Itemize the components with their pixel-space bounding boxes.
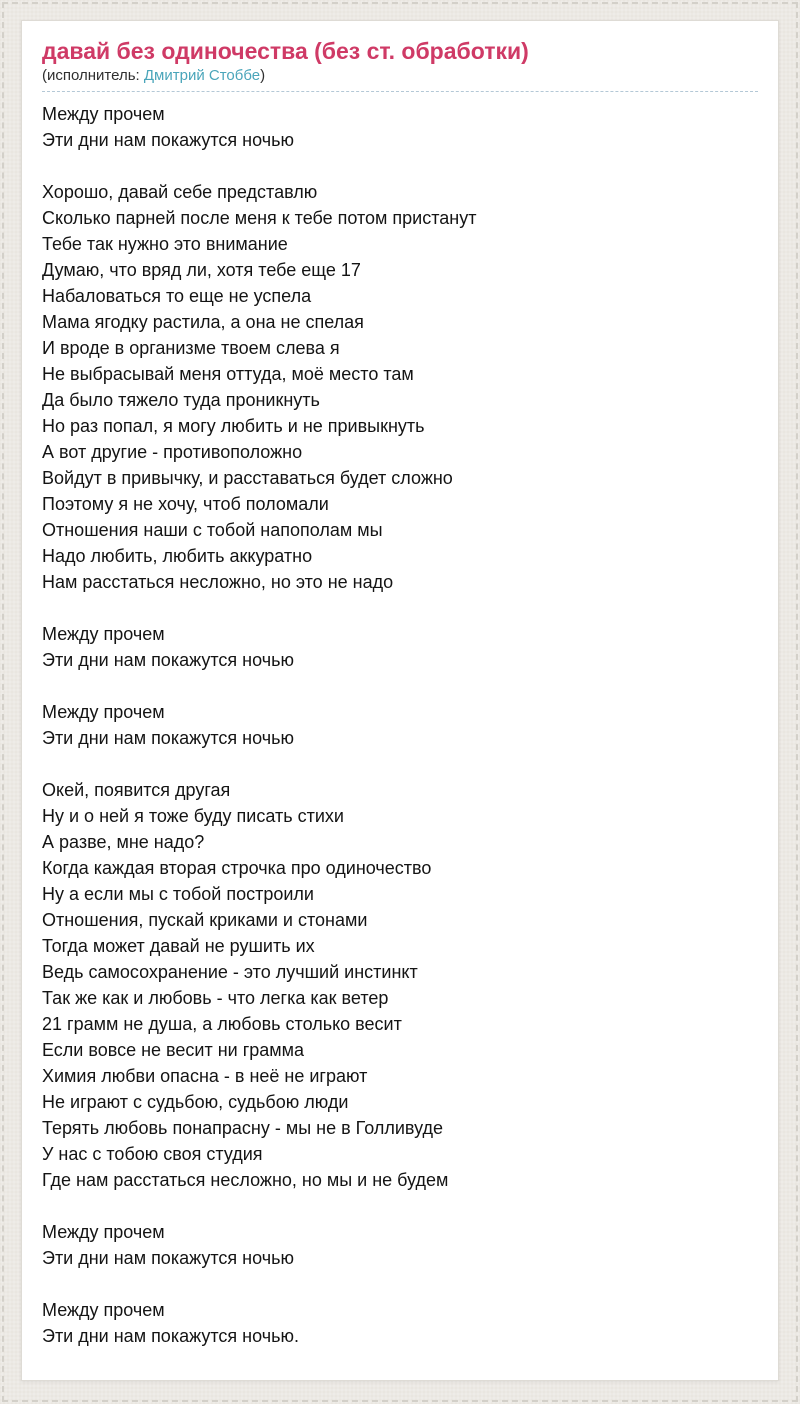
song-title: давай без одиночества (без ст. обработки) [42, 38, 529, 64]
lyric-line: 21 грамм не душа, а любовь столько весит [42, 1014, 402, 1034]
lyric-blank-line [42, 595, 758, 621]
lyric-line: Ведь самосохранение - это лучший инстинкт [42, 962, 418, 982]
lyric-line: Так же как и любовь - что легка как ветер [42, 988, 389, 1008]
lyric-blank-line [42, 1271, 758, 1297]
lyric-line: Между прочем [42, 1222, 165, 1242]
lyric-line: Да было тяжело туда проникнуть [42, 390, 320, 410]
lyric-line: А вот другие - противоположно [42, 442, 303, 462]
lyric-line: Ну а если мы с тобой построили [42, 884, 314, 904]
lyric-line: Набаловаться то еще не успела [42, 286, 312, 306]
lyric-line: Не играют с судьбою, судьбою люди [42, 1092, 349, 1112]
lyric-blank-line [42, 673, 758, 699]
artist-line [42, 67, 758, 84]
lyric-line: Нам расстаться несложно, но это не надо [42, 572, 394, 592]
lyric-line: И вроде в организме твоем слева я [42, 338, 340, 358]
lyric-line: Между прочем [42, 702, 165, 722]
lyric-line: Между прочем [42, 104, 165, 124]
lyrics-card [21, 20, 779, 1381]
lyric-line: Терять любовь понапрасну - мы не в Голливуде [42, 1118, 443, 1138]
lyric-line: Хорошо, давай себе представлю [42, 182, 318, 202]
lyric-line: Если вовсе не весит ни грамма [42, 1040, 305, 1060]
lyric-line: Сколько парней после меня к тебе потом пристанут [42, 208, 477, 228]
lyric-blank-line [42, 1193, 758, 1219]
lyric-line: Отношения наши с тобой напополам мы [42, 520, 383, 540]
lyric-line: Химия любви опасна - в неё не играют [42, 1066, 368, 1086]
lyric-line: Не выбрасывай меня оттуда, моё место там [42, 364, 414, 384]
lyrics-text [42, 101, 758, 1349]
lyric-line: Думаю, что вряд ли, хотя тебе еще 17 [42, 260, 361, 280]
lyric-line: Где нам расстаться несложно, но мы и не будем [42, 1170, 449, 1190]
lyric-line: Отношения, пускай криками и стонами [42, 910, 368, 930]
artist-link[interactable]: Дмитрий Стоббе [143, 67, 261, 84]
lyric-line: Между прочем [42, 624, 165, 644]
artist-suffix: ) [260, 67, 266, 84]
artist-label: (исполнитель: [42, 67, 144, 84]
lyric-line: Эти дни нам покажутся ночью [42, 130, 294, 150]
lyric-line: Когда каждая вторая строчка про одиночество [42, 858, 432, 878]
lyric-line: Надо любить, любить аккуратно [42, 546, 313, 566]
lyric-line: А разве, мне надо? [42, 832, 205, 852]
lyric-line: Эти дни нам покажутся ночью [42, 650, 294, 670]
song-header [42, 39, 758, 92]
lyric-line: Но раз попал, я могу любить и не привыкнуть [42, 416, 425, 436]
lyric-line: Ну и о ней я тоже буду писать стихи [42, 806, 344, 826]
lyric-line: Мама ягодку растила, а она не спелая [42, 312, 364, 332]
lyric-line: Тогда может давай не рушить их [42, 936, 315, 956]
lyric-line: Между прочем [42, 1300, 165, 1320]
lyric-line: Эти дни нам покажутся ночью. [42, 1326, 299, 1346]
lyric-blank-line [42, 751, 758, 777]
lyric-line: Эти дни нам покажутся ночью [42, 728, 294, 748]
lyric-line: Тебе так нужно это внимание [42, 234, 288, 254]
lyric-line: Поэтому я не хочу, чтоб поломали [42, 494, 329, 514]
lyric-line: Эти дни нам покажутся ночью [42, 1248, 294, 1268]
lyric-line: Окей, появится другая [42, 780, 231, 800]
lyric-blank-line [42, 153, 758, 179]
lyric-line: У нас с тобою своя студия [42, 1144, 263, 1164]
lyric-line: Войдут в привычку, и расставаться будет сложно [42, 468, 453, 488]
